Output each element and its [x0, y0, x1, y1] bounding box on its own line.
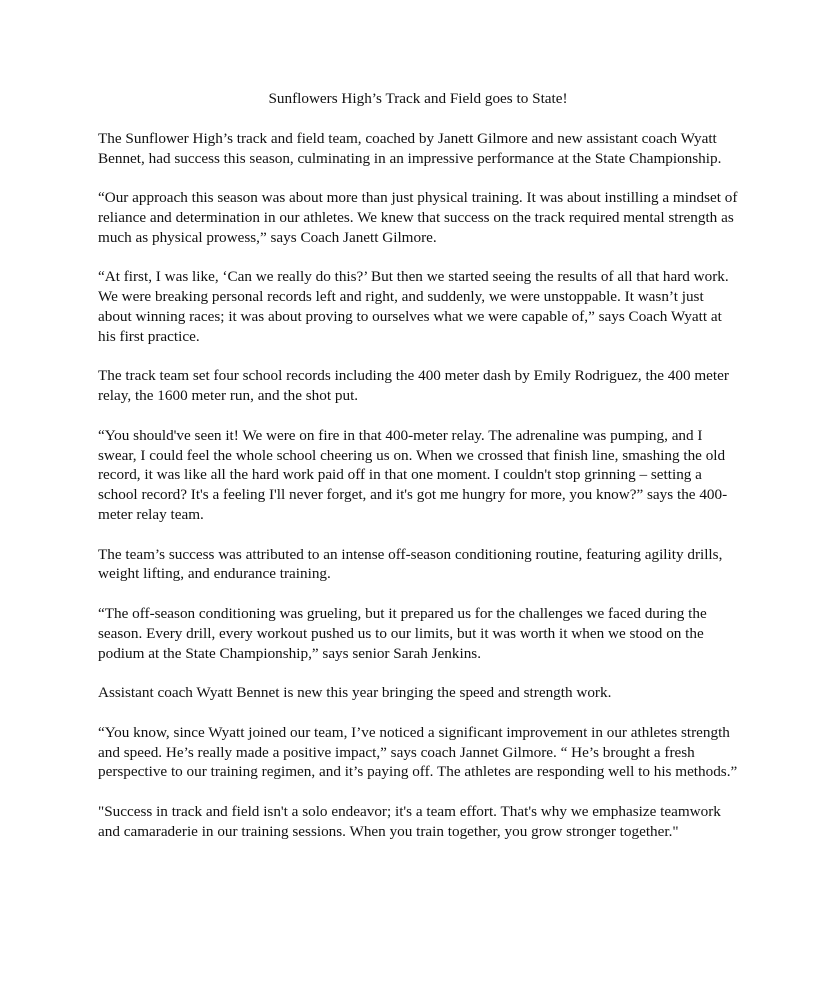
paragraph-quote-wyatt: “At first, I was like, ‘Can we really do this?’ But then we started seeing the results of all that hard work. We were breaking personal records left and right, and suddenly, we were unstoppable. It wasn’t just about winning races; it was about proving to ourselves what we were capable of,” says Coach Wyatt at his first practice. — [98, 268, 729, 345]
paragraph-quote-gilmore-wyatt: “You know, since Wyatt joined our team, I’ve noticed a significant improvement in our athletes strength and speed. He’s really made a positive impact,” says coach Jannet Gilmore. “ He’s brought a fresh perspective to our training regimen, and it’s paying off. The athletes are responding well to his methods.” — [98, 723, 738, 781]
document-title: Sunflowers High’s Track and Field goes to State! — [268, 90, 568, 107]
paragraph-conditioning: The team’s success was attributed to an intense off-season conditioning routine, featuring agility drills, weight lifting, and endurance training. — [98, 545, 723, 583]
paragraph-records: The track team set four school records including the 400 meter dash by Emily Rodriguez, the 400 meter relay, the 1600 meter run, and the shot put. — [98, 367, 729, 405]
paragraph-quote-jenkins: “The off-season conditioning was grueling, but it prepared us for the challenges we faced during the season. Every drill, every workout pushed us to our limits, but it was worth it when we stood on the podium at the State Championship,” says senior Sarah Jenkins. — [98, 604, 707, 662]
paragraph-assistant-coach: Assistant coach Wyatt Bennet is new this year bringing the speed and strength work. — [98, 684, 612, 702]
document-page — [98, 89, 738, 861]
paragraph-quote-teamwork: "Success in track and field isn't a solo endeavor; it's a team effort. That's why we emphasize teamwork and camaraderie in our training sessions. When you train together, you grow stronger together." — [98, 802, 721, 840]
paragraph-quote-relay-team: “You should've seen it! We were on fire in that 400-meter relay. The adrenaline was pumping, and I swear, I could feel the whole school cheering us on. When we crossed that finish line, smashing the old record, it was like all the hard work paid off in that one moment. I couldn't stop grinning – setting a school record? It's a feeling I'll never forget, and it's got me hungry for more, you know?” says the 400-meter relay team. — [98, 426, 728, 523]
paragraph-quote-gilmore: “Our approach this season was about more than just physical training. It was about instilling a mindset of reliance and determination in our athletes. We knew that success on the track required mental strength as much as physical prowess,” says Coach Janett Gilmore. — [98, 189, 738, 246]
paragraph-intro: The Sunflower High’s track and field team, coached by Janett Gilmore and new assistant coach Wyatt Bennet, had success this season, culminating in an impressive performance at the State Championship. — [98, 129, 722, 167]
